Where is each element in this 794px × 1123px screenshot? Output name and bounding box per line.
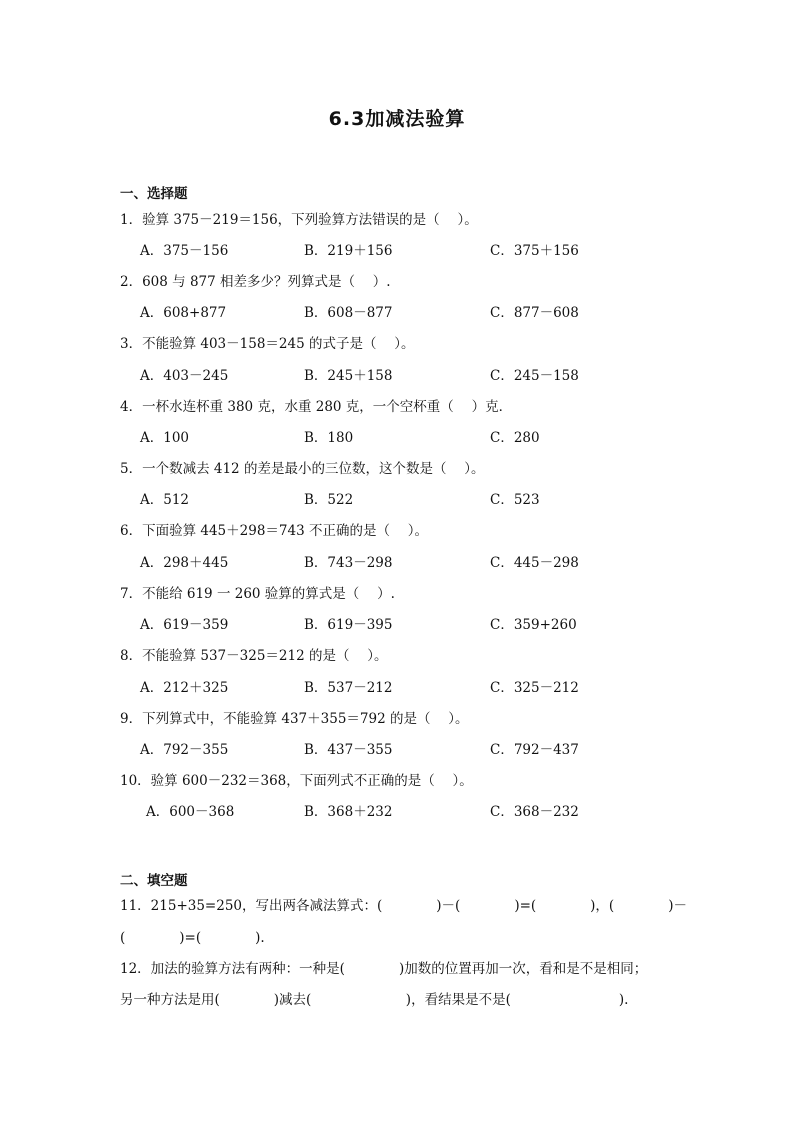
- option-a: A．619－359: [140, 617, 229, 633]
- question-10: 10．验算 600－232＝368，下面列式不正确的是（ ）。: [120, 773, 473, 789]
- option-a: A．375－156: [140, 243, 229, 259]
- option-c: C．792－437: [490, 742, 579, 758]
- question-3: 3．不能验算 403－158＝245 的式子是（ ）。: [120, 336, 415, 352]
- option-b: B．180: [304, 430, 354, 446]
- fill-question-12-line-1: 12．加法的验算方法有两种：一种是( )加数的位置再加一次，看和是不是相同；: [120, 961, 648, 977]
- fill-question-11-line-1: 11．215+35=250，写出两各减法算式：( )－( )=( )，( )－: [120, 898, 687, 914]
- option-b: B．743－298: [304, 555, 393, 571]
- option-b: B．219＋156: [304, 243, 393, 259]
- option-a: A．403－245: [140, 368, 229, 384]
- option-c: C．375＋156: [490, 243, 579, 259]
- option-b: B．522: [304, 492, 354, 508]
- option-a: A．792－355: [140, 742, 229, 758]
- question-9: 9．下列算式中，不能验算 437＋355＝792 的是（ ）。: [120, 711, 469, 727]
- option-b: B．245＋158: [304, 368, 393, 384]
- section-heading-fill: 二、填空题: [120, 873, 188, 889]
- option-b: B．537－212: [304, 680, 393, 696]
- question-8: 8．不能验算 537－325＝212 的是（ ）。: [120, 648, 388, 664]
- option-b: B．608－877: [304, 305, 393, 321]
- question-2: 2．608 与 877 相差多少？列算式是（ ）.: [120, 274, 391, 290]
- option-c: C．445－298: [490, 555, 579, 571]
- fill-question-12-line-2: 另一种方法是用( )减去( )，看结果是不是( ).: [120, 992, 629, 1008]
- option-c: C．245－158: [490, 368, 579, 384]
- option-a: A．100: [140, 430, 190, 446]
- option-a: A．608+877: [140, 305, 227, 321]
- option-a: A．212＋325: [140, 680, 229, 696]
- option-c: C．359+260: [490, 617, 577, 633]
- question-1: 1．验算 375－219＝156，下列验算方法错误的是（ ）。: [120, 212, 478, 228]
- option-a: A．600－368: [146, 804, 235, 820]
- option-c: C．877－608: [490, 305, 579, 321]
- option-a: A．298＋445: [140, 555, 229, 571]
- option-c: C．325－212: [490, 680, 579, 696]
- fill-question-11-line-2: ( )=( ).: [120, 930, 265, 946]
- section-heading-choice: 一、选择题: [120, 186, 188, 202]
- option-b: B．619－395: [304, 617, 393, 633]
- page-title: 6.3加减法验算: [328, 108, 466, 130]
- option-b: B．368＋232: [304, 804, 393, 820]
- question-7: 7．不能给 619 一 260 验算的算式是（ ）.: [120, 586, 395, 602]
- question-5: 5．一个数减去 412 的差是最小的三位数，这个数是（ ）。: [120, 461, 485, 477]
- option-b: B．437－355: [304, 742, 393, 758]
- option-c: C．368－232: [490, 804, 579, 820]
- option-a: A．512: [140, 492, 190, 508]
- option-c: C．280: [490, 430, 540, 446]
- question-4: 4．一杯水连杯重 380 克，水重 280 克，一个空杯重（ ）克．: [120, 399, 513, 415]
- option-c: C．523: [490, 492, 540, 508]
- question-6: 6．下面验算 445＋298＝743 不正确的是（ ）。: [120, 523, 429, 539]
